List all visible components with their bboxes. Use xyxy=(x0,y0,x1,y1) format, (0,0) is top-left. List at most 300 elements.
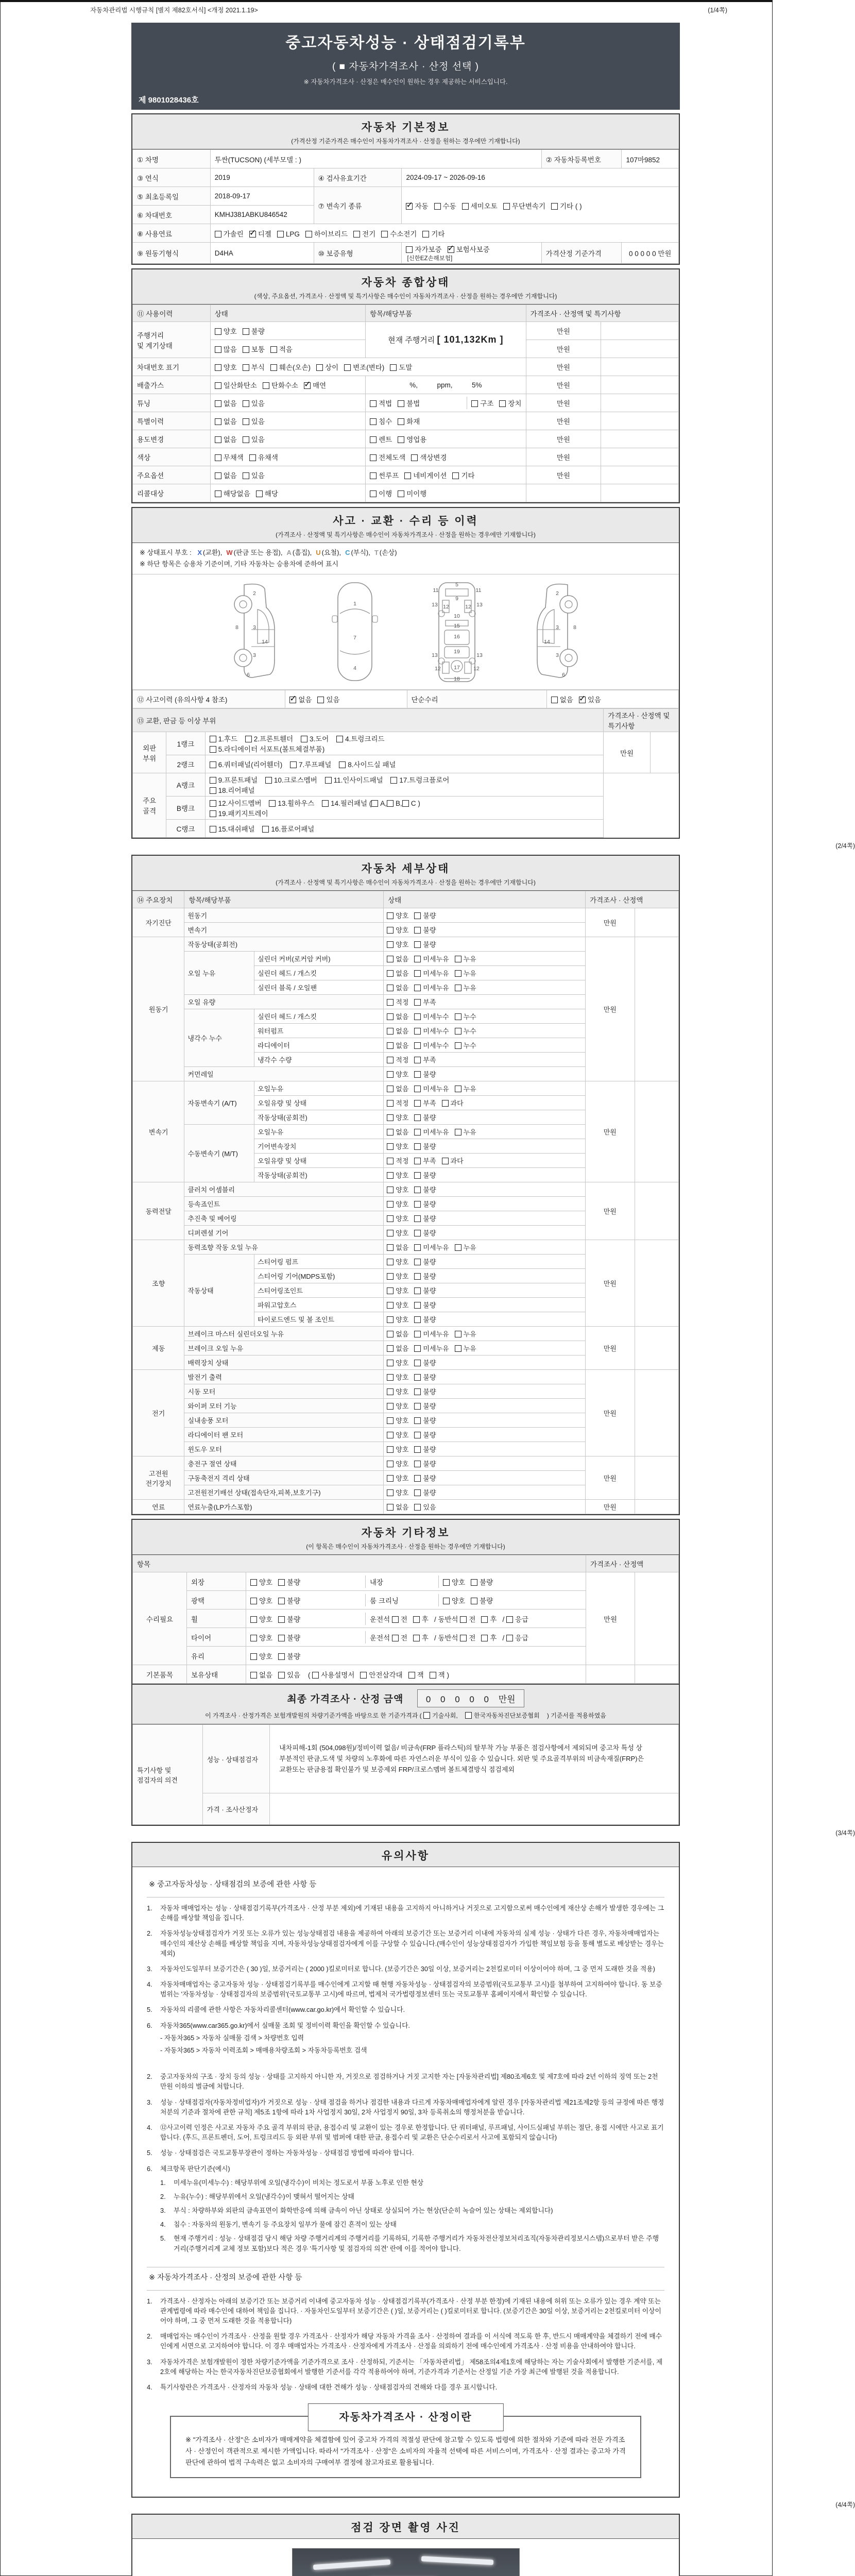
checkbox-option[interactable] xyxy=(277,230,300,238)
checkbox-icon[interactable] xyxy=(387,1432,394,1438)
checkbox-icon[interactable] xyxy=(215,364,221,371)
checkbox-icon[interactable] xyxy=(414,999,421,1006)
checkbox-icon[interactable] xyxy=(455,956,461,962)
checkbox-option[interactable] xyxy=(210,759,283,769)
checkbox-option[interactable] xyxy=(452,470,474,480)
checkbox-option[interactable] xyxy=(408,1669,424,1680)
checkbox-icon[interactable] xyxy=(551,697,558,703)
checkbox-icon[interactable] xyxy=(381,231,388,238)
checkbox-icon[interactable] xyxy=(215,231,221,238)
checkbox-option[interactable] xyxy=(387,1285,408,1295)
checkbox-icon[interactable] xyxy=(210,810,216,817)
checkbox-icon[interactable] xyxy=(414,1273,421,1280)
checkbox-option[interactable] xyxy=(381,228,417,239)
checkbox-option[interactable] xyxy=(290,759,331,769)
checkbox-icon[interactable] xyxy=(387,1013,394,1020)
checkbox-option[interactable] xyxy=(455,1343,476,1353)
checkbox-option[interactable] xyxy=(263,380,298,390)
checkbox-option[interactable] xyxy=(250,1669,272,1680)
checkbox-icon[interactable] xyxy=(215,490,221,497)
checkbox-option[interactable] xyxy=(325,774,383,785)
checkbox-option[interactable] xyxy=(387,1473,408,1483)
checkbox-icon[interactable] xyxy=(387,1461,394,1467)
checkbox-option[interactable] xyxy=(414,1271,436,1281)
checkbox-option[interactable] xyxy=(430,1669,449,1680)
checkbox-icon[interactable] xyxy=(387,1143,394,1150)
checkbox-icon[interactable] xyxy=(455,1129,461,1136)
checkbox-option[interactable] xyxy=(414,1444,436,1454)
checkbox-option[interactable] xyxy=(304,380,326,390)
checkbox-icon[interactable] xyxy=(370,472,377,479)
checkbox-icon[interactable] xyxy=(414,1475,421,1482)
checkbox-icon[interactable] xyxy=(210,736,216,742)
checkbox-option[interactable] xyxy=(414,1502,436,1512)
checkbox-option[interactable] xyxy=(414,1213,436,1223)
checkbox-icon[interactable] xyxy=(406,203,413,210)
checkbox-icon[interactable] xyxy=(387,1374,394,1381)
checkbox-icon[interactable] xyxy=(414,1360,421,1366)
checkbox-icon[interactable] xyxy=(442,1100,449,1107)
checkbox-icon[interactable] xyxy=(387,1489,394,1496)
checkbox-icon[interactable] xyxy=(370,436,377,443)
checkbox-option[interactable] xyxy=(448,244,490,254)
checkbox-option[interactable] xyxy=(404,470,447,480)
checkbox-option[interactable] xyxy=(210,774,258,785)
checkbox-option[interactable] xyxy=(460,1614,475,1624)
checkbox-icon[interactable] xyxy=(414,1201,421,1208)
checkbox-icon[interactable] xyxy=(387,1158,394,1164)
checkbox-icon[interactable] xyxy=(387,1215,394,1222)
checkbox-icon[interactable] xyxy=(455,1028,461,1035)
checkbox-icon[interactable] xyxy=(387,1417,394,1424)
checkbox-option[interactable] xyxy=(551,200,582,211)
checkbox-icon[interactable] xyxy=(430,1672,436,1679)
checkbox-icon[interactable] xyxy=(414,1403,421,1410)
checkbox-option[interactable] xyxy=(455,968,476,978)
checkbox-icon[interactable] xyxy=(278,1635,285,1641)
checkbox-icon[interactable] xyxy=(422,231,429,238)
checkbox-option[interactable] xyxy=(387,1329,408,1338)
checkbox-option[interactable] xyxy=(278,1577,300,1587)
checkbox-option[interactable] xyxy=(398,398,420,408)
checkbox-icon[interactable] xyxy=(387,956,394,962)
checkbox-option[interactable] xyxy=(215,416,237,426)
checkbox-icon[interactable] xyxy=(387,1042,394,1049)
checkbox-icon[interactable] xyxy=(370,418,377,425)
checkbox-icon[interactable] xyxy=(506,1616,513,1623)
checkbox-icon[interactable] xyxy=(460,1616,467,1623)
checkbox-icon[interactable] xyxy=(398,490,404,497)
checkbox-icon[interactable] xyxy=(414,1489,421,1496)
checkbox-option[interactable] xyxy=(278,1651,300,1661)
checkbox-icon[interactable] xyxy=(215,400,221,407)
checkbox-option[interactable] xyxy=(455,1242,476,1252)
checkbox-icon[interactable] xyxy=(414,1287,421,1294)
checkbox-option[interactable] xyxy=(243,470,265,480)
checkbox-icon[interactable] xyxy=(301,736,307,742)
checkbox-option[interactable] xyxy=(387,997,408,1007)
checkbox-option[interactable] xyxy=(414,939,436,949)
checkbox-icon[interactable] xyxy=(387,1201,394,1208)
checkbox-icon[interactable] xyxy=(471,400,478,407)
checkbox-icon[interactable] xyxy=(414,1086,421,1092)
checkbox-option[interactable] xyxy=(250,1577,272,1587)
checkbox-icon[interactable] xyxy=(269,800,276,807)
checkbox-icon[interactable] xyxy=(215,436,221,443)
checkbox-option[interactable] xyxy=(414,1343,449,1353)
checkbox-option[interactable] xyxy=(414,1055,436,1064)
checkbox-icon[interactable] xyxy=(414,927,421,934)
checkbox-option[interactable] xyxy=(387,954,408,963)
checkbox-icon[interactable] xyxy=(387,1028,394,1035)
checkbox-icon[interactable] xyxy=(404,472,411,479)
checkbox-icon[interactable] xyxy=(290,761,297,768)
checkbox-icon[interactable] xyxy=(499,400,506,407)
checkbox-option[interactable] xyxy=(387,1358,408,1367)
checkbox-option[interactable] xyxy=(465,1711,540,1720)
checkbox-icon[interactable] xyxy=(455,1086,461,1092)
checkbox-option[interactable] xyxy=(339,759,396,769)
checkbox-icon[interactable] xyxy=(481,1635,488,1641)
checkbox-option[interactable] xyxy=(387,1444,408,1454)
checkbox-icon[interactable] xyxy=(322,800,329,807)
checkbox-option[interactable] xyxy=(289,694,312,704)
checkbox-option[interactable] xyxy=(243,344,265,354)
checkbox-option[interactable] xyxy=(370,398,392,408)
checkbox-icon[interactable] xyxy=(270,364,277,371)
checkbox-icon[interactable] xyxy=(243,346,249,353)
checkbox-option[interactable] xyxy=(413,1632,429,1642)
checkbox-icon[interactable] xyxy=(265,777,272,784)
checkbox-option[interactable] xyxy=(387,1487,408,1497)
checkbox-option[interactable] xyxy=(215,362,237,372)
checkbox-option[interactable] xyxy=(336,733,384,743)
checkbox-icon[interactable] xyxy=(465,1712,472,1719)
checkbox-icon[interactable] xyxy=(210,800,216,807)
checkbox-icon[interactable] xyxy=(250,1672,257,1679)
checkbox-option[interactable] xyxy=(387,1011,408,1021)
checkbox-option[interactable] xyxy=(245,733,293,743)
checkbox-icon[interactable] xyxy=(215,382,221,389)
checkbox-icon[interactable] xyxy=(387,1360,394,1366)
checkbox-icon[interactable] xyxy=(414,1302,421,1309)
checkbox-icon[interactable] xyxy=(551,203,558,210)
checkbox-icon[interactable] xyxy=(243,472,249,479)
checkbox-icon[interactable] xyxy=(250,1653,257,1660)
checkbox-icon[interactable] xyxy=(455,1042,461,1049)
checkbox-icon[interactable] xyxy=(387,1129,394,1136)
checkbox-option[interactable] xyxy=(387,1040,408,1050)
checkbox-option[interactable] xyxy=(387,925,408,935)
checkbox-option[interactable] xyxy=(423,1711,458,1720)
checkbox-icon[interactable] xyxy=(262,826,269,833)
checkbox-option[interactable] xyxy=(414,1372,436,1382)
checkbox-option[interactable] xyxy=(442,1156,464,1165)
checkbox-icon[interactable] xyxy=(316,364,323,371)
checkbox-option[interactable] xyxy=(250,1614,272,1624)
checkbox-option[interactable] xyxy=(387,1199,408,1209)
checkbox-icon[interactable] xyxy=(414,1071,421,1078)
checkbox-option[interactable] xyxy=(414,982,449,992)
checkbox-icon[interactable] xyxy=(442,1158,449,1164)
checkbox-icon[interactable] xyxy=(448,246,454,253)
checkbox-icon[interactable] xyxy=(414,1417,421,1424)
checkbox-icon[interactable] xyxy=(263,382,269,389)
checkbox-option[interactable] xyxy=(455,1040,476,1050)
checkbox-icon[interactable] xyxy=(336,736,343,742)
checkbox-icon[interactable] xyxy=(455,1345,461,1352)
checkbox-option[interactable] xyxy=(243,326,265,336)
checkbox-icon[interactable] xyxy=(398,418,404,425)
checkbox-icon[interactable] xyxy=(443,1579,450,1586)
checkbox-option[interactable] xyxy=(414,1127,449,1137)
checkbox-option[interactable] xyxy=(414,1285,436,1295)
checkbox-icon[interactable] xyxy=(250,1635,257,1641)
checkbox-option[interactable] xyxy=(270,344,293,354)
checkbox-icon[interactable] xyxy=(414,1244,421,1251)
checkbox-icon[interactable] xyxy=(243,418,249,425)
checkbox-icon[interactable] xyxy=(414,1461,421,1467)
checkbox-icon[interactable] xyxy=(455,1013,461,1020)
checkbox-icon[interactable] xyxy=(414,1172,421,1179)
checkbox-icon[interactable] xyxy=(215,418,221,425)
checkbox-icon[interactable] xyxy=(210,777,216,784)
checkbox-icon[interactable] xyxy=(414,1374,421,1381)
checkbox-icon[interactable] xyxy=(462,203,469,210)
checkbox-option[interactable] xyxy=(387,1415,408,1425)
checkbox-icon[interactable] xyxy=(387,1172,394,1179)
checkbox-option[interactable] xyxy=(434,200,456,211)
checkbox-option[interactable] xyxy=(387,1055,408,1064)
checkbox-icon[interactable] xyxy=(392,1616,399,1623)
checkbox-icon[interactable] xyxy=(210,787,216,794)
checkbox-option[interactable] xyxy=(387,1069,408,1079)
checkbox-option[interactable] xyxy=(414,1329,449,1338)
checkbox-option[interactable] xyxy=(249,452,278,462)
checkbox-icon[interactable] xyxy=(414,1504,421,1511)
checkbox-icon[interactable] xyxy=(503,203,510,210)
checkbox-icon[interactable] xyxy=(304,382,311,389)
checkbox-option[interactable] xyxy=(243,434,265,444)
checkbox-option[interactable] xyxy=(256,488,278,498)
checkbox-option[interactable] xyxy=(210,733,237,743)
checkbox-icon[interactable] xyxy=(455,1331,461,1337)
checkbox-icon[interactable] xyxy=(414,1100,421,1107)
checkbox-icon[interactable] xyxy=(387,1345,394,1352)
checkbox-icon[interactable] xyxy=(414,1259,421,1265)
checkbox-option[interactable] xyxy=(422,228,444,239)
checkbox-option[interactable] xyxy=(414,1242,449,1252)
checkbox-icon[interactable] xyxy=(387,927,394,934)
checkbox-icon[interactable] xyxy=(481,1616,488,1623)
checkbox-option[interactable] xyxy=(387,1156,408,1165)
checkbox-icon[interactable] xyxy=(414,1042,421,1049)
checkbox-option[interactable] xyxy=(414,1386,436,1396)
checkbox-icon[interactable] xyxy=(413,1616,420,1623)
checkbox-icon[interactable] xyxy=(387,1114,394,1121)
checkbox-option[interactable] xyxy=(215,470,237,480)
checkbox-icon[interactable] xyxy=(398,436,404,443)
checkbox-icon[interactable] xyxy=(387,1331,394,1337)
checkbox-option[interactable] xyxy=(551,694,573,704)
checkbox-option[interactable] xyxy=(278,1669,300,1680)
checkbox-option[interactable] xyxy=(413,1614,429,1624)
checkbox-icon[interactable] xyxy=(406,246,413,253)
checkbox-icon[interactable] xyxy=(278,1653,285,1660)
checkbox-option[interactable] xyxy=(460,1632,475,1642)
checkbox-icon[interactable] xyxy=(387,999,394,1006)
checkbox-icon[interactable] xyxy=(250,1616,257,1623)
checkbox-icon[interactable] xyxy=(215,472,221,479)
checkbox-option[interactable] xyxy=(471,1577,493,1587)
checkbox-icon[interactable] xyxy=(452,472,459,479)
checkbox-icon[interactable] xyxy=(471,1598,477,1604)
checkbox-option[interactable] xyxy=(387,1127,408,1137)
checkbox-option[interactable] xyxy=(414,1112,436,1122)
checkbox-icon[interactable] xyxy=(210,761,216,768)
checkbox-option[interactable] xyxy=(481,1632,497,1642)
checkbox-option[interactable] xyxy=(278,1595,300,1605)
checkbox-icon[interactable] xyxy=(371,800,378,807)
checkbox-option[interactable] xyxy=(387,910,408,920)
checkbox-icon[interactable] xyxy=(215,328,221,335)
checkbox-icon[interactable] xyxy=(305,231,312,238)
checkbox-icon[interactable] xyxy=(360,1672,367,1679)
checkbox-icon[interactable] xyxy=(215,454,221,461)
checkbox-option[interactable] xyxy=(250,1595,272,1605)
checkbox-option[interactable] xyxy=(414,1228,436,1238)
checkbox-option[interactable] xyxy=(370,470,399,480)
checkbox-icon[interactable] xyxy=(278,1616,285,1623)
checkbox-option[interactable] xyxy=(270,362,311,372)
checkbox-option[interactable] xyxy=(215,398,237,408)
checkbox-option[interactable] xyxy=(414,1156,436,1165)
checkbox-option[interactable] xyxy=(387,1401,408,1411)
checkbox-icon[interactable] xyxy=(414,1316,421,1323)
checkbox-option[interactable] xyxy=(506,1632,528,1642)
checkbox-option[interactable] xyxy=(471,398,493,408)
checkbox-option[interactable] xyxy=(398,488,426,498)
checkbox-icon[interactable] xyxy=(387,1187,394,1193)
checkbox-option[interactable] xyxy=(243,416,265,426)
checkbox-option[interactable] xyxy=(215,228,244,239)
checkbox-option[interactable] xyxy=(411,452,447,462)
checkbox-icon[interactable] xyxy=(387,1475,394,1482)
checkbox-icon[interactable] xyxy=(387,1504,394,1511)
checkbox-icon[interactable] xyxy=(370,490,377,497)
checkbox-icon[interactable] xyxy=(387,1446,394,1453)
checkbox-option[interactable] xyxy=(344,362,384,372)
checkbox-option[interactable] xyxy=(387,1372,408,1382)
checkbox-option[interactable] xyxy=(443,1595,465,1605)
checkbox-icon[interactable] xyxy=(455,970,461,977)
checkbox-option[interactable] xyxy=(443,1577,465,1587)
checkbox-option[interactable] xyxy=(387,1141,408,1151)
checkbox-icon[interactable] xyxy=(392,1635,399,1641)
checkbox-option[interactable] xyxy=(370,488,392,498)
checkbox-option[interactable] xyxy=(215,380,257,390)
checkbox-option[interactable] xyxy=(210,743,325,754)
checkbox-option[interactable] xyxy=(414,1040,449,1050)
checkbox-option[interactable] xyxy=(305,228,348,239)
checkbox-option[interactable] xyxy=(387,1386,408,1396)
checkbox-option[interactable] xyxy=(414,1314,436,1324)
checkbox-option[interactable] xyxy=(398,416,420,426)
checkbox-icon[interactable] xyxy=(423,1712,430,1719)
checkbox-option[interactable] xyxy=(392,1614,407,1624)
checkbox-option[interactable] xyxy=(387,1430,408,1439)
checkbox-option[interactable] xyxy=(387,1343,408,1353)
checkbox-icon[interactable] xyxy=(289,697,296,703)
checkbox-option[interactable] xyxy=(387,1098,408,1108)
checkbox-icon[interactable] xyxy=(414,1215,421,1222)
checkbox-icon[interactable] xyxy=(387,1403,394,1410)
checkbox-option[interactable] xyxy=(414,910,436,920)
checkbox-icon[interactable] xyxy=(398,400,404,407)
checkbox-icon[interactable] xyxy=(353,231,360,238)
checkbox-option[interactable] xyxy=(414,1170,436,1180)
checkbox-option[interactable] xyxy=(387,1228,408,1238)
checkbox-option[interactable] xyxy=(414,1459,436,1468)
checkbox-icon[interactable] xyxy=(387,1273,394,1280)
checkbox-option[interactable] xyxy=(387,1026,408,1036)
checkbox-option[interactable] xyxy=(215,326,237,336)
checkbox-option[interactable] xyxy=(387,939,408,949)
checkbox-icon[interactable] xyxy=(278,1579,285,1586)
checkbox-option[interactable] xyxy=(387,1112,408,1122)
checkbox-icon[interactable] xyxy=(370,454,377,461)
checkbox-icon[interactable] xyxy=(460,1635,467,1641)
checkbox-option[interactable] xyxy=(499,398,521,408)
checkbox-option[interactable] xyxy=(312,1669,354,1680)
checkbox-option[interactable] xyxy=(262,823,314,834)
checkbox-icon[interactable] xyxy=(414,1230,421,1236)
checkbox-icon[interactable] xyxy=(414,1158,421,1164)
checkbox-option[interactable] xyxy=(414,997,436,1007)
checkbox-icon[interactable] xyxy=(387,1086,394,1092)
checkbox-icon[interactable] xyxy=(325,777,332,784)
checkbox-option[interactable] xyxy=(506,1614,528,1624)
checkbox-icon[interactable] xyxy=(387,1230,394,1236)
checkbox-option[interactable] xyxy=(387,1242,408,1252)
checkbox-icon[interactable] xyxy=(215,346,221,353)
checkbox-option[interactable] xyxy=(387,1502,408,1512)
checkbox-option[interactable] xyxy=(414,1026,449,1036)
checkbox-option[interactable] xyxy=(390,774,449,785)
checkbox-icon[interactable] xyxy=(387,1057,394,1063)
checkbox-option[interactable] xyxy=(455,982,476,992)
checkbox-option[interactable] xyxy=(455,954,476,963)
checkbox-option[interactable] xyxy=(414,1141,436,1151)
checkbox-icon[interactable] xyxy=(414,1432,421,1438)
checkbox-icon[interactable] xyxy=(387,1316,394,1323)
checkbox-icon[interactable] xyxy=(387,1302,394,1309)
checkbox-icon[interactable] xyxy=(408,1672,415,1679)
checkbox-icon[interactable] xyxy=(277,231,284,238)
checkbox-icon[interactable] xyxy=(414,1331,421,1337)
checkbox-icon[interactable] xyxy=(390,364,397,371)
checkbox-icon[interactable] xyxy=(455,1244,461,1251)
checkbox-option[interactable] xyxy=(414,968,449,978)
checkbox-icon[interactable] xyxy=(278,1672,285,1679)
checkbox-icon[interactable] xyxy=(506,1635,513,1641)
checkbox-icon[interactable] xyxy=(243,436,249,443)
checkbox-icon[interactable] xyxy=(414,1388,421,1395)
checkbox-option[interactable] xyxy=(414,1401,436,1411)
checkbox-option[interactable] xyxy=(503,200,545,211)
checkbox-icon[interactable] xyxy=(579,697,586,703)
checkbox-option[interactable] xyxy=(414,1473,436,1483)
